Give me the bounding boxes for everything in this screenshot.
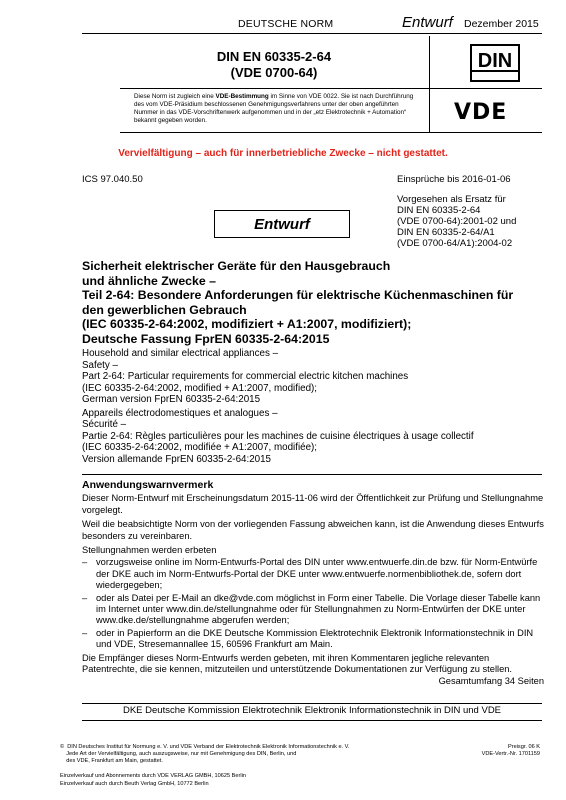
draft-box: Entwurf [214, 210, 350, 238]
dke-rule-bottom [82, 720, 542, 721]
notice-rest: im Sinne von VDE 0022. Sie ist nach Durchführung des vom VDE-Präsidium beschlossenen Genehmigungsverfahrens unter der oben angeführten Nummer in das VDE-Vorschriftenwerk aufgenommen und in der „etz Elektrotechnik + Automation“ bekannt gegeben worden. [134, 93, 414, 124]
replacement-line: DIN EN 60335-2-64 [397, 205, 481, 216]
copyright-line: des VDE, Frankfurt am Main, gestattet. [60, 757, 163, 764]
list-item: – vorzugsweise online im Norm-Entwurfs-Portal des DIN unter www.entwuerfe.din.de bzw. für Norm-Entwürfe der DKE auch im Norm-Entwurfs-Portal der DKE unter www.entwuerfe.normenbibliothek.de, sofern dort wiedergegeben; [82, 557, 544, 591]
document-title [82, 259, 542, 465]
logo-separator [429, 36, 430, 132]
standard-type: DEUTSCHE NORM [238, 18, 334, 30]
din-logo-text: DIN [477, 50, 513, 72]
title-german [82, 259, 542, 346]
dke-line: DKE Deutsche Kommission Elektrotechnik Elektronik Informationstechnik in DIN und VDE [122, 705, 502, 716]
copyright-line: Jede Art der Vervielfältigung, auch auszugsweise, nur mit Genehmigung des DIN, Berlin, und [60, 750, 297, 757]
sales-beuth: Einzelverkauf auch durch Beuth Verlag GmbH, 10772 Berlin [60, 781, 209, 787]
standard-number-block [120, 43, 428, 87]
ics-code: ICS 97.040.50 [82, 174, 143, 185]
title-french [82, 408, 542, 466]
objection-deadline: Einsprüche bis 2016-01-06 [397, 174, 511, 185]
copy-warning: Vervielfältigung – auch für innerbetriebliche Zwecke – nicht gestattet. [118, 148, 448, 159]
notice-rule [120, 132, 542, 133]
title-line: (IEC 60335-2-64:2002, modifiziert + A1:2007, modifiziert); [82, 317, 412, 331]
title-line: Partie 2-64: Règles particulières pour les machines de cuisine électriques à usage collectif [82, 430, 474, 442]
draft-label: Entwurf [402, 14, 453, 31]
replacement-line: (VDE 0700-64):2001-02 und [397, 216, 517, 227]
title-block-rule [120, 88, 542, 89]
title-line: Sécurité – [82, 419, 127, 430]
title-line: Household and similar electrical appliances – [82, 348, 279, 359]
replacement-note [397, 194, 547, 249]
title-line: den gewerblichen Gebrauch [82, 302, 247, 317]
price-group: Preisgr. 06 K [507, 744, 540, 750]
standard-number: DIN EN 60335-2-64 [216, 49, 332, 64]
title-line: Appareils électrodomestiques et analogues – [82, 407, 278, 419]
warning-paragraph: Dieser Norm-Entwurf mit Erscheinungsdatum 2015-11-06 wird der Öffentlichkeit zur Prüfung und Stellungnahme vorgelegt. [82, 493, 544, 515]
replacement-line: Vorgesehen als Ersatz für [397, 194, 506, 205]
title-line: Part 2-64: Particular requirements for commercial electric kitchen machines [82, 371, 409, 382]
section-rule [82, 474, 542, 475]
warning-paragraph: Die Empfänger dieses Norm-Entwurfs werden gebeten, mit ihren Kommentaren jegliche relevanten Patentrechte, die sie kennen, mitzuteilen und unterstützende Dokumentationen zur Verfügung zu stellen. [82, 652, 512, 675]
list-item: – oder als Datei per E-Mail an dke@vde.com möglichst in Form einer Tabelle. Die Vorlage dieser Tabelle kann im Internet unter www.din.de/stellungnahme oder für Stellungnahmen zu Norm-Entwürfen der DKE unter www.dke.de/stellungnahme abgerufen werden; [82, 593, 544, 627]
vde-logo: VDE [454, 100, 508, 125]
din-logo [470, 44, 520, 82]
title-line: und ähnliche Zwecke – [82, 273, 216, 288]
warning-paragraph: Stellungnahmen werden erbeten [82, 545, 217, 556]
application-warning [82, 480, 544, 687]
title-line: Teil 2-64: Besondere Anforderungen für elektrische Küchenmaschinen für [82, 288, 514, 302]
title-line: Sicherheit elektrischer Geräte für den Hausgebrauch [82, 259, 391, 273]
title-line: (IEC 60335-2-64:2002, modifiée + A1:2007, modifiée); [82, 442, 318, 453]
total-pages: Gesamtumfang 34 Seiten [438, 675, 544, 686]
sales-vde: Einzelverkauf und Abonnements durch VDE VERLAG GMBH, 10625 Berlin [60, 773, 246, 779]
title-line: Deutsche Fassung FprEN 60335-2-64:2015 [82, 331, 330, 346]
title-line: Safety – [82, 359, 118, 371]
title-line: German version FprEN 60335-2-64:2015 [82, 394, 261, 405]
header-rule [82, 33, 542, 34]
replacement-line: (VDE 0700-64/A1):2004-02 [397, 238, 513, 249]
title-line: Version allemande FprEN 60335-2-64:2015 [82, 453, 271, 465]
vde-number: (VDE 0700-64) [230, 65, 318, 80]
price-info [440, 744, 540, 758]
warning-heading: Anwendungswarnvermerk [82, 479, 214, 491]
notice-bold: VDE-Bestimmung [215, 93, 269, 100]
title-english [82, 348, 542, 406]
dke-rule-top [82, 703, 542, 704]
copyright-notice [60, 744, 460, 765]
list-item: – oder in Papierform an die DKE Deutsche Kommission Elektrotechnik Elektronik Informationstechnik in DIN und VDE, Stresemannallee 15, 60596 Frankfurt am Main. [82, 628, 544, 651]
warning-paragraph: Weil die beabsichtigte Norm von der vorliegenden Fassung abweichen kann, ist die Anwendung dieses Entwurfs besonders zu vereinbaren. [82, 519, 544, 541]
vde-notice [134, 93, 424, 125]
publication-date: Dezember 2015 [464, 18, 539, 30]
sales-info [60, 772, 246, 788]
title-line: (IEC 60335-2-64:2002, modified + A1:2007, modified); [82, 382, 318, 394]
notice-prefix: Diese Norm ist zugleich eine [134, 93, 216, 100]
copyright-line: © DIN Deutsches Institut für Normung e. V. und VDE Verband der Elektrotechnik Elektronik Informationstechnik e. V. [60, 744, 350, 750]
replacement-line: DIN EN 60335-2-64/A1 [397, 227, 495, 238]
vde-order-number: VDE-Vertr.-Nr. 1701159 [481, 750, 540, 757]
comment-channels [82, 557, 544, 650]
